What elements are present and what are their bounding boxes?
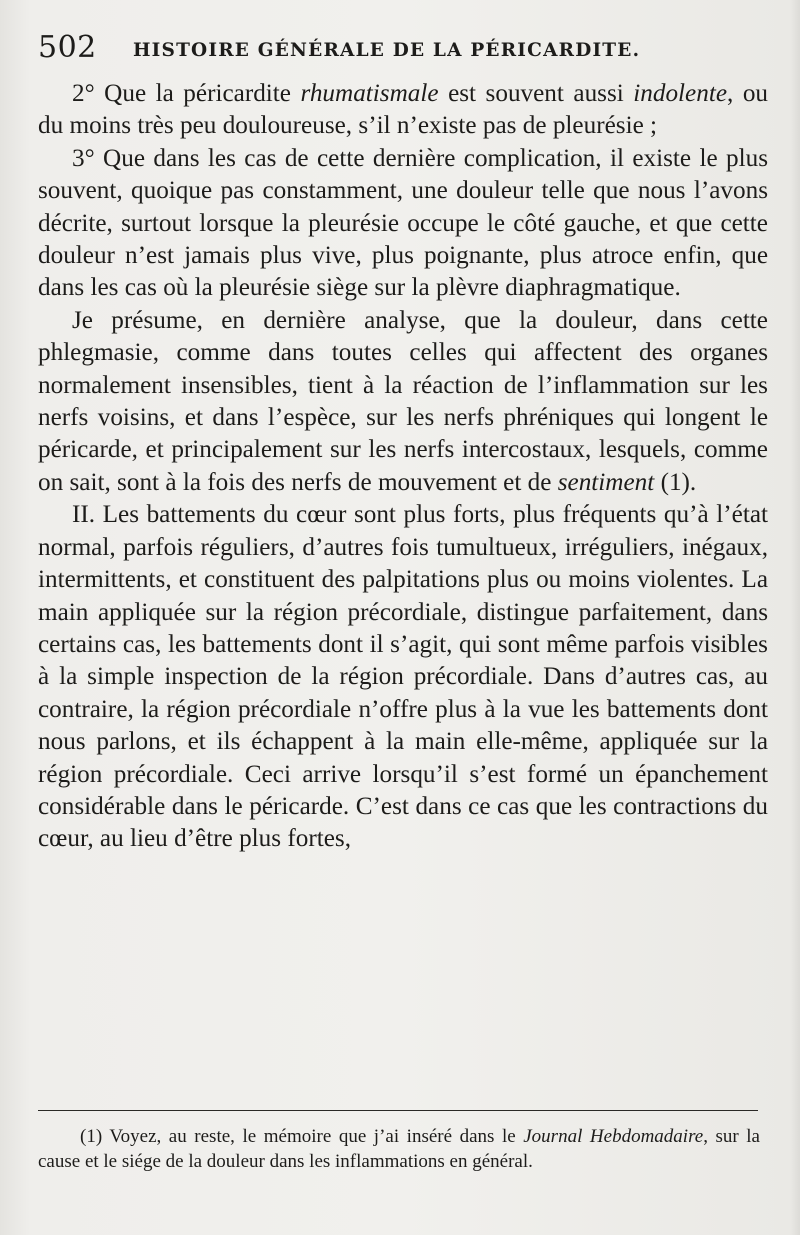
paragraph-conclusion	[38, 305, 768, 499]
text-run: Je présume, en dernière analyse, que la douleur, dans cette phlegmasie, comme dans toutes celles qui affectent des organes normalement insensibles, tient à la réaction de l’inflammation sur les nerfs voisins, et dans l’espèce, sur les nerfs phréniques qui longent le péricarde, et principalement sur les nerfs intercostaux, lesquels, comme on sait, sont à la fois des nerfs de mouvement et de	[38, 306, 768, 496]
text-run: , sur la cause et le siége de la douleur dans les inflammations en général.	[38, 1126, 760, 1172]
text-run: 2° Que la péricardite	[72, 80, 301, 107]
footnote	[38, 1124, 760, 1174]
page-header	[38, 30, 778, 70]
footnote-ref: (1).	[654, 468, 697, 496]
italic-term: sentiment	[557, 468, 655, 496]
page-number: 502	[38, 30, 97, 65]
journal-title: Journal Hebdomadaire	[523, 1126, 704, 1147]
paragraph-section-ii: II. Les battements du cœur sont plus forts, plus fréquents qu’à l’état normal, parfois réguliers, d’autres fois tumultueux, irréguliers, inégaux, intermittents, et constituent des palpitations plus ou moins violentes. La main appliquée sur la région précordiale, distingue parfaitement, dans certains cas, les battements dont il s’agit, qui sont même parfois visibles à la simple inspection de la région précordiale. Dans d’autres cas, au contraire, la région précordiale n’offre plus à la vue les battements dont nous parlons, et ils échappent à la main elle-même, appliquée sur la région précordiale. Ceci arrive lorsqu’il s’est formé un épanchement considérable dans le péricarde. C’est dans ce cas que les contractions du cœur, au lieu d’être plus fortes,	[38, 501, 768, 853]
text-run: (1) Voyez, au reste, le mémoire que j’ai inséré dans le	[80, 1126, 524, 1147]
footnote-text	[38, 1124, 760, 1174]
paragraph-3: 3° Que dans les cas de cette dernière complication, il existe le plus souvent, quoique pas constamment, une douleur telle que nous l’avons décrite, surtout lorsque la pleurésie occupe le côté gauche, et que cette douleur n’est jamais plus vive, plus poignante, plus atroce enfin, que dans les cas où la pleurésie siège sur la plèvre diaphragmatique.	[38, 144, 768, 302]
paragraph-2	[38, 78, 768, 143]
running-head: HISTOIRE GÉNÉRALE DE LA PÉRICARDITE.	[133, 40, 641, 61]
italic-term: rhumatismale	[300, 80, 439, 107]
text-run: est souvent aussi	[438, 80, 634, 107]
italic-term: indolente	[633, 80, 728, 107]
text-run: , ou du moins très peu douloureuse, s’il n’existe pas de pleurésie ;	[38, 80, 768, 140]
footnote-divider	[38, 1110, 758, 1111]
main-text	[38, 78, 768, 856]
